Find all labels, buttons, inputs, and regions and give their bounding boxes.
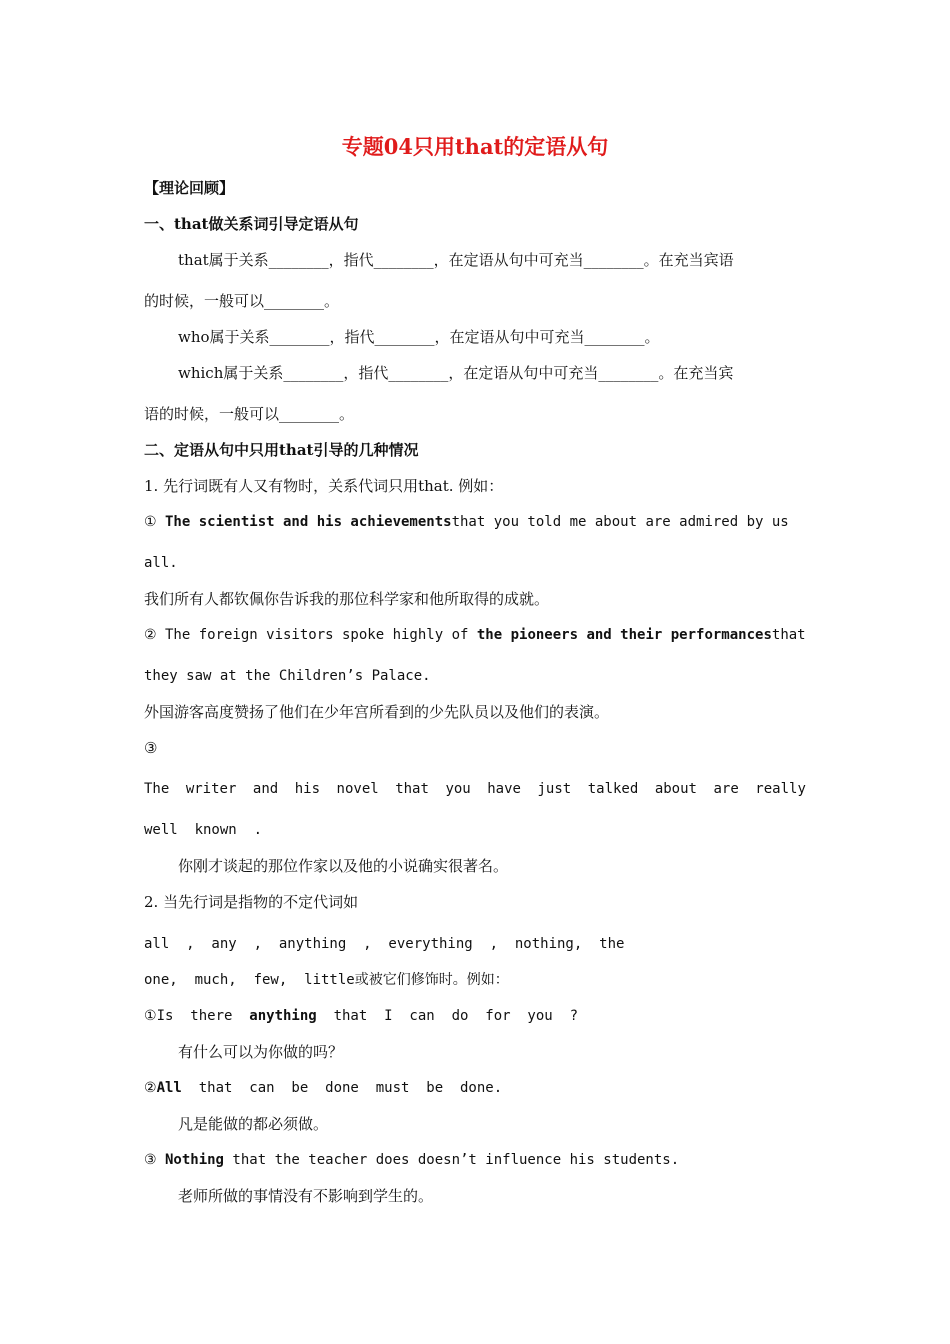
example-2-translation: 外国游客高度赞扬了他们在少年宫所看到的少先队员以及他们的表演。 bbox=[144, 703, 610, 721]
page-title: 专题04只用that的定语从句 bbox=[341, 134, 609, 159]
example-4 bbox=[144, 1006, 806, 1026]
that-line-2: 的时候，一般可以________。 bbox=[144, 292, 340, 310]
example-bold: anything bbox=[249, 1008, 317, 1024]
rule-2-list-1: all , any , anything , everything , nothing, the bbox=[144, 936, 625, 952]
part1-heading: 一、that做关系词引导定语从句 bbox=[144, 215, 359, 233]
example-word: and bbox=[252, 781, 279, 797]
example-text: The foreign visitors spoke highly of bbox=[165, 627, 477, 643]
example-text: that I can do for you ? bbox=[316, 1008, 579, 1024]
example-word: really bbox=[755, 781, 806, 797]
example-2-line-2: they saw at the Children’s Palace. bbox=[144, 668, 431, 684]
example-number: ② bbox=[144, 627, 157, 643]
example-text: Is there bbox=[156, 1008, 250, 1024]
rule-2: 2. 当先行词是指物的不定代词如 bbox=[144, 893, 359, 911]
example-6-translation: 老师所做的事情没有不影响到学生的。 bbox=[178, 1187, 434, 1205]
example-text: that bbox=[771, 627, 806, 643]
example-2-line-1 bbox=[144, 625, 806, 645]
example-1-line-1 bbox=[144, 512, 806, 532]
example-number: ③ bbox=[144, 1152, 165, 1168]
example-text: that you told me about are admired by us bbox=[451, 514, 789, 530]
example-word: about bbox=[654, 781, 697, 797]
which-line-1: which属于关系________，指代________，在定语从句中可充当________。在充当宾 bbox=[178, 364, 734, 382]
example-bold: All bbox=[156, 1080, 182, 1096]
example-number: ② bbox=[144, 1080, 157, 1096]
example-text: that the teacher does doesn’t influence his students. bbox=[224, 1152, 680, 1168]
who-line: who属于关系________，指代________，在定语从句中可充当________。 bbox=[178, 328, 660, 346]
example-word: are bbox=[713, 781, 739, 797]
example-5-translation: 凡是能做的都必须做。 bbox=[178, 1115, 329, 1133]
example-6 bbox=[144, 1150, 806, 1170]
example-3-line-1 bbox=[144, 779, 806, 799]
rule-1: 1. 先行词既有人又有物时，关系代词只用that. 例如： bbox=[144, 477, 504, 495]
example-bold: The scientist and his achievements bbox=[165, 514, 452, 530]
example-word: you bbox=[445, 781, 471, 797]
example-3-translation: 你刚才谈起的那位作家以及他的小说确实很著名。 bbox=[178, 857, 509, 875]
example-3-line-2: well known . bbox=[144, 822, 263, 838]
example-word: his bbox=[294, 781, 321, 797]
example-3-number: ③ bbox=[144, 739, 158, 757]
example-5 bbox=[144, 1078, 806, 1098]
which-line-2: 语的时候，一般可以________。 bbox=[144, 405, 355, 423]
that-line-1: that属于关系________，指代________，在定语从句中可充当________。在充当宾语 bbox=[178, 251, 734, 269]
part2-heading: 二、定语从句中只用that引导的几种情况 bbox=[144, 441, 419, 459]
example-bold: Nothing bbox=[164, 1152, 224, 1168]
example-word: writer bbox=[185, 781, 237, 797]
example-word: novel bbox=[336, 781, 379, 797]
rule-2-list-2: one, much, few, little或被它们修饰时。例如： bbox=[144, 972, 509, 988]
example-word: The bbox=[144, 781, 170, 797]
example-1-translation: 我们所有人都钦佩你告诉我的那位科学家和他所取得的成就。 bbox=[144, 590, 550, 608]
section-review-heading: 【理论回顾】 bbox=[144, 179, 235, 197]
example-number: ① bbox=[144, 514, 157, 530]
example-word: have bbox=[487, 781, 521, 797]
example-word: talked bbox=[587, 781, 639, 797]
example-text: that can be done must be done. bbox=[181, 1080, 503, 1096]
example-4-translation: 有什么可以为你做的吗？ bbox=[178, 1043, 344, 1061]
example-bold: the pioneers and their performances bbox=[476, 627, 772, 643]
example-word: just bbox=[537, 781, 572, 797]
example-1-line-2: all. bbox=[144, 555, 178, 571]
example-word: that bbox=[395, 781, 429, 797]
example-number: ① bbox=[144, 1008, 157, 1024]
